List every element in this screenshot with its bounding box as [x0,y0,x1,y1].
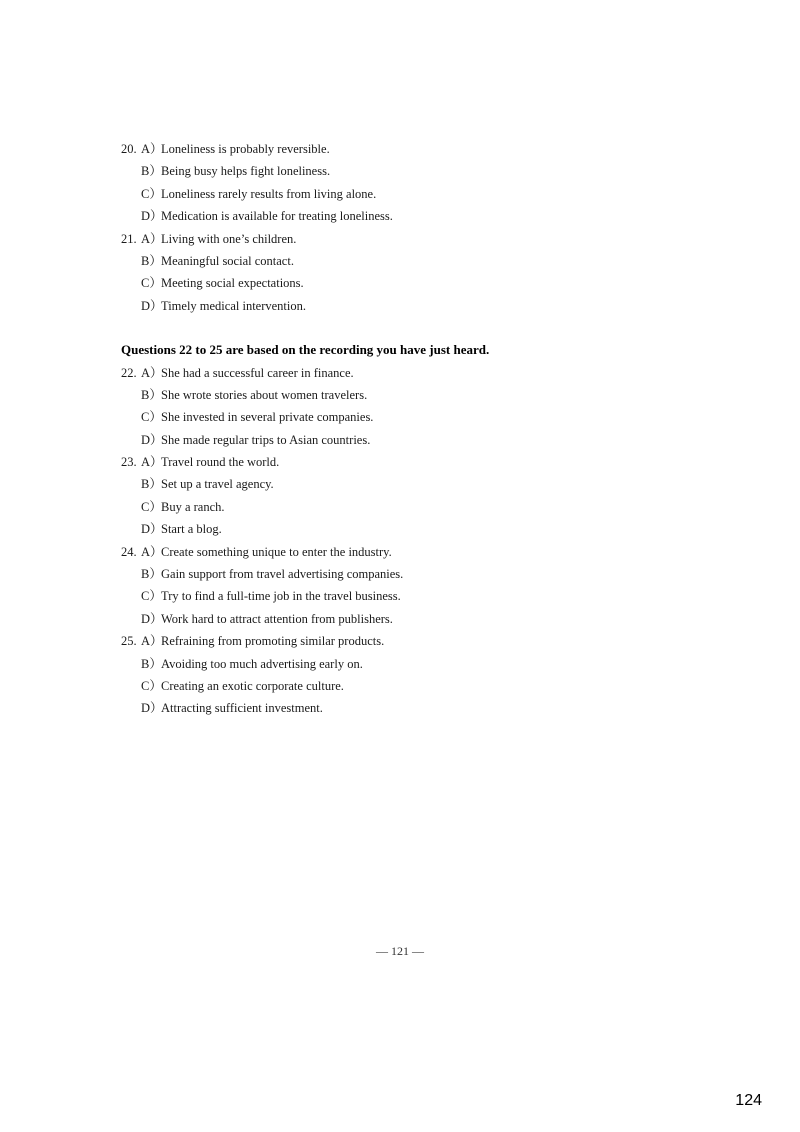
option-text: Set up a travel agency. [161,477,274,492]
page-number: — 121 — [376,944,424,958]
option-letter: C） [141,499,162,514]
question-22-option-d [0,429,800,451]
question-number: 20. [121,142,137,156]
option-letter: A） [141,365,163,380]
question-number: 21. [121,231,137,246]
option-letter: C） [141,276,162,291]
option-text: Refraining from promoting similar products. [161,634,385,649]
question-25-option-d [0,697,800,719]
question-23-option-d [0,518,800,540]
question-23-option-c [0,496,800,518]
question-20-option-c [0,183,800,205]
option-letter: C） [141,410,162,425]
question-24-option-a [0,541,800,563]
option-letter: D） [141,432,163,447]
option-letter: A） [141,455,163,470]
section-heading: Questions 22 to 25 are based on the recording you have just heard. [121,342,490,358]
option-text: Gain support from travel advertising companies. [161,567,404,582]
question-24-option-b [0,563,800,585]
option-letter: D） [141,701,163,716]
question-number: 23. [121,455,137,470]
option-text: Create something unique to enter the industry. [161,544,392,559]
option-text: Buy a ranch. [161,499,225,514]
question-21-option-d [0,295,800,317]
option-letter: D） [141,298,163,313]
option-letter: D） [141,522,163,537]
option-text: Avoiding too much advertising early on. [161,656,363,671]
question-number: 24. [121,544,137,559]
option-text: Loneliness rarely results from living alone. [161,186,377,201]
question-21-option-b [0,250,800,272]
option-text: She had a successful career in finance. [161,365,354,380]
option-letter: D） [141,611,163,626]
question-24-option-d [0,608,800,630]
option-text: Living with one’s children. [161,231,297,246]
option-text: Meaningful social contact. [161,253,294,268]
question-21-option-c [0,272,800,294]
option-text: Loneliness is probably reversible. [161,142,330,156]
question-22-option-c [0,406,800,428]
option-text: Medication is available for treating loneliness. [161,209,393,224]
question-20-option-a [0,138,800,160]
option-letter: C） [141,589,162,604]
question-23-option-a [0,451,800,473]
question-25-option-a [0,630,800,652]
question-21-option-a [0,228,800,250]
option-letter: A） [141,634,163,649]
question-20-option-b [0,160,800,182]
question-24-option-c [0,585,800,607]
option-letter: B） [141,567,162,582]
option-text: Being busy helps fight loneliness. [161,164,331,179]
option-text: She invested in several private companies. [161,410,374,425]
option-letter: B） [141,387,162,402]
option-text: She made regular trips to Asian countries. [161,432,371,447]
option-letter: A） [141,544,163,559]
option-text: She wrote stories about women travelers. [161,387,368,402]
option-text: Timely medical intervention. [161,298,307,313]
option-letter: D） [141,209,163,224]
question-25-option-c [0,675,800,697]
option-text: Work hard to attract attention from publishers. [161,611,393,626]
option-letter: B） [141,253,162,268]
question-25-option-b [0,653,800,675]
option-letter: C） [141,186,162,201]
option-letter: B） [141,164,162,179]
scan-page-number: 124 [735,1092,762,1109]
option-letter: A） [141,231,163,246]
option-text: Try to find a full-time job in the travel business. [161,589,401,604]
question-number: 22. [121,365,137,380]
option-letter: B） [141,656,162,671]
question-22-option-b [0,384,800,406]
option-letter: C） [141,678,162,693]
option-text: Attracting sufficient investment. [161,701,323,716]
option-text: Travel round the world. [161,455,280,470]
question-number: 25. [121,634,137,649]
option-letter: B） [141,477,162,492]
question-23-option-b [0,473,800,495]
option-text: Start a blog. [161,522,222,537]
question-20-option-d [0,205,800,227]
question-22-option-a [0,362,800,384]
option-text: Creating an exotic corporate culture. [161,678,344,693]
page-footer [0,944,800,959]
document-body [0,138,800,720]
option-letter: A） [141,142,163,156]
option-text: Meeting social expectations. [161,276,304,291]
